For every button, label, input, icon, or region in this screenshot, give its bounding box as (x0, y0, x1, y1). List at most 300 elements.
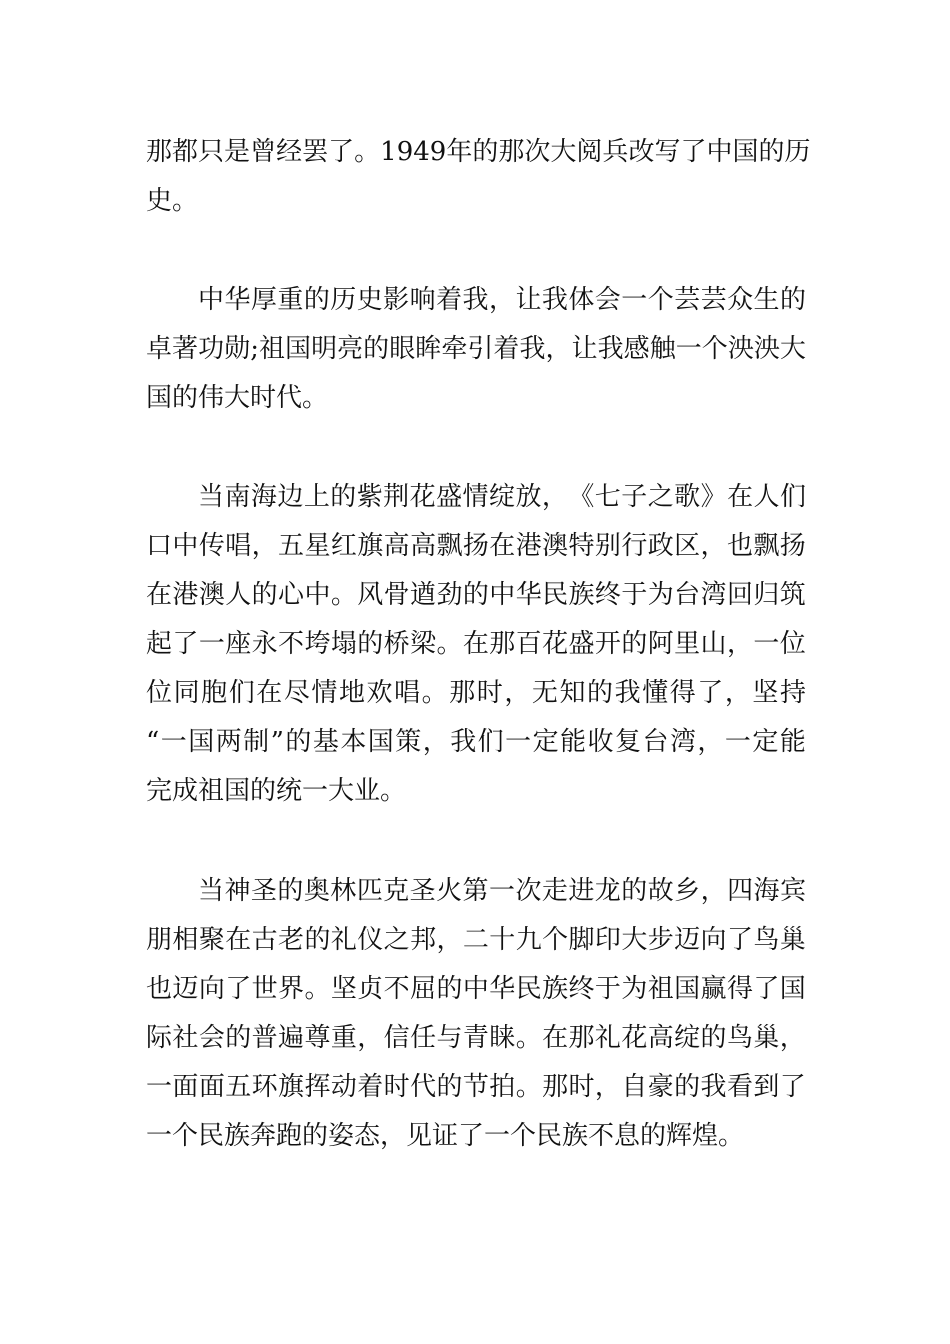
glyph: 挥 (304, 1072, 331, 1102)
glyph: 归 (753, 580, 780, 610)
glyph: 界 (278, 974, 305, 1004)
glyph: 泱 (727, 334, 754, 364)
glyph: 扬 (462, 531, 489, 561)
glyph: 台 (674, 580, 701, 610)
glyph: 大 (621, 925, 648, 955)
glyph: 亮 (337, 334, 364, 364)
glyph: 国 (732, 137, 759, 167)
glyph: 于 (621, 580, 648, 610)
glyph: 了 (225, 974, 252, 1004)
paragraph-line: 一个民族奔跑的姿态，见证了一个民族不息的辉煌。 (146, 1121, 745, 1151)
glyph: 历 (784, 137, 811, 167)
glyph: 的 (700, 1023, 727, 1053)
glyph: 拍 (489, 1072, 516, 1102)
glyph: 民 (515, 974, 542, 1004)
glyph: 百 (515, 629, 542, 659)
glyph: 上 (303, 482, 330, 512)
glyph: 我 (700, 1072, 727, 1102)
glyph: 湾 (669, 727, 696, 757)
glyph: 那 (489, 629, 516, 659)
glyph: 花 (409, 482, 436, 512)
glyph: 特 (568, 531, 595, 561)
glyph: 明 (311, 334, 338, 364)
glyph: 族 (542, 974, 569, 1004)
glyph: 林 (330, 876, 357, 906)
glyph: 社 (172, 1023, 199, 1053)
glyph: 策 (395, 727, 422, 757)
glyph: 众 (727, 285, 754, 315)
glyph: 著 (172, 334, 199, 364)
glyph: 区 (674, 531, 701, 561)
glyph: 的 (303, 285, 330, 315)
glyph: 。 (354, 137, 381, 167)
glyph: 宾 (779, 876, 806, 906)
glyph: 为 (647, 580, 674, 610)
glyph: 会 (594, 285, 621, 315)
paragraph-line: 完成祖国的统一大业。 (146, 776, 407, 806)
glyph: 国 (285, 334, 312, 364)
glyph: 第 (462, 876, 489, 906)
glyph: 同 (173, 678, 200, 708)
glyph: 民 (542, 580, 569, 610)
glyph: 在 (225, 925, 252, 955)
glyph: 只 (198, 137, 225, 167)
glyph: 定 (752, 727, 779, 757)
glyph: 国 (674, 974, 701, 1004)
glyph: 中 (198, 285, 225, 315)
glyph: ， (422, 727, 449, 757)
glyph: 改 (628, 137, 655, 167)
glyph: 港 (172, 580, 199, 610)
glyph: 泱 (753, 334, 780, 364)
glyph: 唱 (225, 531, 252, 561)
paragraph-line (146, 729, 806, 755)
glyph: ， (724, 678, 751, 708)
glyph: 骨 (383, 580, 410, 610)
glyph: 古 (251, 925, 278, 955)
glyph: 也 (146, 974, 173, 1004)
glyph: 历 (330, 285, 357, 315)
glyph: 不 (278, 629, 305, 659)
glyph: 回 (726, 580, 753, 610)
glyph: 放 (515, 482, 542, 512)
glyph: 让 (515, 285, 542, 315)
glyph: 紫 (356, 482, 383, 512)
glyph: ， (504, 678, 531, 708)
glyph: 引 (467, 334, 494, 364)
glyph: 鸟 (726, 1023, 753, 1053)
glyph: 《 (568, 482, 595, 512)
glyph: 为 (621, 974, 648, 1004)
glyph: 我 (597, 334, 624, 364)
glyph: 知 (559, 678, 586, 708)
glyph: 克 (383, 876, 410, 906)
glyph: 位 (146, 678, 173, 708)
glyph: 我 (450, 727, 477, 757)
glyph: 的 (621, 629, 648, 659)
glyph: 曾 (250, 137, 277, 167)
glyph: 族 (568, 580, 595, 610)
glyph: 盛 (568, 629, 595, 659)
glyph: 际 (146, 1023, 173, 1053)
glyph: 子 (621, 482, 648, 512)
glyph: 个 (701, 334, 728, 364)
glyph: 生 (753, 285, 780, 315)
glyph: 向 (700, 925, 727, 955)
glyph: 4 (413, 137, 430, 167)
glyph: 影 (383, 285, 410, 315)
glyph: 节 (462, 1072, 489, 1102)
glyph: 南 (224, 482, 251, 512)
glyph: 阅 (576, 137, 603, 167)
glyph: 中 (706, 137, 733, 167)
glyph: 梁 (410, 629, 437, 659)
glyph: 坚 (752, 678, 779, 708)
glyph: 豪 (647, 1072, 674, 1102)
paragraph-line (146, 680, 806, 706)
glyph: 的 (330, 482, 357, 512)
glyph: 了 (726, 925, 753, 955)
glyph: 一 (675, 334, 702, 364)
glyph: 得 (726, 974, 753, 1004)
glyph: 十 (489, 925, 516, 955)
glyph: 台 (642, 727, 669, 757)
glyph: 们 (228, 678, 255, 708)
glyph: 贞 (357, 974, 384, 1004)
glyph: 当 (198, 876, 225, 906)
glyph: 也 (726, 531, 753, 561)
glyph: 眸 (415, 334, 442, 364)
glyph: 一 (753, 629, 780, 659)
glyph: 礼 (594, 1023, 621, 1053)
glyph: 功 (198, 334, 225, 364)
glyph: 位 (779, 629, 806, 659)
glyph: 朋 (146, 925, 173, 955)
glyph: 歌 (674, 482, 701, 512)
paragraph-line (198, 484, 806, 510)
glyph: 那 (568, 1023, 595, 1053)
glyph: 时 (383, 1072, 410, 1102)
glyph: 自 (621, 1072, 648, 1102)
glyph: 星 (304, 531, 331, 561)
glyph: 起 (146, 629, 173, 659)
glyph: 中 (304, 580, 331, 610)
glyph: 。 (304, 974, 331, 1004)
glyph: 座 (225, 629, 252, 659)
glyph: 华 (515, 580, 542, 610)
glyph: 之 (383, 925, 410, 955)
glyph: 一 (160, 727, 187, 757)
glyph: 重 (330, 1023, 357, 1053)
glyph: 体 (568, 285, 595, 315)
glyph: 的 (587, 678, 614, 708)
glyph: 持 (779, 678, 806, 708)
glyph: 睐 (489, 1023, 516, 1053)
glyph: 祖 (647, 974, 674, 1004)
glyph: 鸟 (753, 925, 780, 955)
glyph: 》 (700, 482, 727, 512)
glyph: 在 (489, 531, 516, 561)
glyph: 聚 (198, 925, 225, 955)
glyph: 澳 (542, 531, 569, 561)
glyph: 脚 (568, 925, 595, 955)
glyph: 花 (542, 629, 569, 659)
glyph: 那 (449, 678, 476, 708)
glyph: 奥 (303, 876, 330, 906)
glyph: 无 (531, 678, 558, 708)
glyph: 次 (515, 876, 542, 906)
glyph: 边 (277, 482, 304, 512)
glyph: 经 (276, 137, 303, 167)
glyph: ; (250, 334, 259, 364)
glyph: 大 (550, 137, 577, 167)
glyph: 懂 (642, 678, 669, 708)
glyph: 都 (172, 137, 199, 167)
glyph: 那 (146, 137, 173, 167)
glyph: 动 (330, 1072, 357, 1102)
glyph: ” (270, 727, 284, 757)
glyph: 花 (621, 1023, 648, 1053)
glyph: 本 (340, 727, 367, 757)
glyph: 筑 (779, 580, 806, 610)
glyph: 的 (225, 1023, 252, 1053)
glyph: 劲 (436, 580, 463, 610)
glyph: 的 (357, 629, 384, 659)
glyph: 走 (541, 876, 568, 906)
glyph: 了 (697, 678, 724, 708)
glyph: ， (594, 1072, 621, 1102)
glyph: 飘 (753, 531, 780, 561)
glyph: 时 (568, 1072, 595, 1102)
glyph: 圣 (250, 876, 277, 906)
glyph: 。 (330, 580, 357, 610)
glyph: 在 (727, 482, 754, 512)
glyph: 高 (410, 531, 437, 561)
glyph: 到 (753, 1072, 780, 1102)
paragraph-line (146, 336, 806, 362)
glyph: 了 (172, 629, 199, 659)
glyph: ， (357, 1023, 384, 1053)
glyph: 兵 (602, 137, 629, 167)
glyph: 复 (615, 727, 642, 757)
glyph: 了 (328, 137, 355, 167)
glyph: 一 (724, 727, 751, 757)
glyph: 了 (753, 974, 780, 1004)
glyph: 阿 (647, 629, 674, 659)
glyph: 赢 (700, 974, 727, 1004)
glyph: ， (541, 482, 568, 512)
glyph: 在 (462, 629, 489, 659)
glyph: 让 (571, 334, 598, 364)
glyph: 风 (357, 580, 384, 610)
glyph: 的 (674, 1072, 701, 1102)
glyph: 五 (225, 1072, 252, 1102)
glyph: 于 (594, 974, 621, 1004)
glyph: 迈 (172, 974, 199, 1004)
glyph: 那 (498, 137, 525, 167)
paragraph-line: 史。 (146, 186, 199, 216)
glyph: 的 (436, 1072, 463, 1102)
glyph: 能 (560, 727, 587, 757)
glyph: 匹 (356, 876, 383, 906)
glyph: 着 (493, 334, 520, 364)
paragraph-line (146, 976, 806, 1002)
glyph: 9 (429, 137, 447, 167)
glyph: 。 (515, 1023, 542, 1053)
paragraph-line (146, 582, 806, 608)
glyph: 情 (462, 482, 489, 512)
glyph: 两 (215, 727, 242, 757)
glyph: ， (545, 334, 572, 364)
glyph: 与 (436, 1023, 463, 1053)
glyph: 时 (476, 678, 503, 708)
glyph: 人 (753, 482, 780, 512)
glyph: 别 (594, 531, 621, 561)
glyph: 着 (357, 1072, 384, 1102)
glyph: 红 (330, 531, 357, 561)
glyph: 传 (198, 531, 225, 561)
glyph: 看 (726, 1072, 753, 1102)
glyph: 定 (532, 727, 559, 757)
glyph: 普 (251, 1023, 278, 1053)
glyph: 年 (446, 137, 473, 167)
glyph: 环 (251, 1072, 278, 1102)
glyph: 遒 (410, 580, 437, 610)
glyph: 的 (436, 974, 463, 1004)
glyph: 的 (779, 285, 806, 315)
glyph: 巢 (753, 1023, 780, 1053)
glyph: 礼 (330, 925, 357, 955)
glyph: 面 (198, 1072, 225, 1102)
glyph: 坚 (330, 974, 357, 1004)
glyph: 的 (462, 580, 489, 610)
glyph: 了 (779, 1072, 806, 1102)
glyph: 中 (172, 531, 199, 561)
glyph: 世 (251, 974, 278, 1004)
glyph: 中 (489, 580, 516, 610)
paragraph-line (198, 878, 806, 904)
glyph: 个 (542, 925, 569, 955)
glyph: 行 (621, 531, 648, 561)
glyph: ， (700, 876, 727, 906)
glyph: 厚 (250, 285, 277, 315)
glyph: 着 (436, 285, 463, 315)
glyph: 盛 (436, 482, 463, 512)
glyph: 个 (647, 285, 674, 315)
glyph: 四 (727, 876, 754, 906)
glyph: 荆 (383, 482, 410, 512)
glyph: 旗 (278, 1072, 305, 1102)
glyph: 的 (363, 334, 390, 364)
glyph: 迈 (674, 925, 701, 955)
glyph: 欢 (366, 678, 393, 708)
glyph: 相 (172, 925, 199, 955)
glyph: 故 (647, 876, 674, 906)
glyph: 政 (647, 531, 674, 561)
glyph: ， (779, 1023, 806, 1053)
glyph: 印 (594, 925, 621, 955)
glyph: 塌 (330, 629, 357, 659)
glyph: 里 (674, 629, 701, 659)
glyph: 胞 (201, 678, 228, 708)
glyph: 旗 (357, 531, 384, 561)
glyph: 飘 (436, 531, 463, 561)
glyph: 永 (251, 629, 278, 659)
glyph: 们 (477, 727, 504, 757)
glyph: 基 (312, 727, 339, 757)
glyph: 一 (621, 285, 648, 315)
glyph: 国 (188, 727, 215, 757)
glyph: ， (697, 727, 724, 757)
glyph: 罢 (302, 137, 329, 167)
glyph: 卓 (146, 334, 173, 364)
paragraph-line (146, 533, 806, 559)
glyph: 在 (256, 678, 283, 708)
glyph: 七 (594, 482, 621, 512)
glyph: 青 (462, 1023, 489, 1053)
glyph: 老 (278, 925, 305, 955)
glyph: 我 (541, 285, 568, 315)
glyph: 国 (779, 974, 806, 1004)
glyph: 扬 (779, 531, 806, 561)
glyph: 绽 (488, 482, 515, 512)
glyph: 感 (623, 334, 650, 364)
glyph: 收 (587, 727, 614, 757)
glyph: ， (726, 629, 753, 659)
glyph: 是 (224, 137, 251, 167)
paragraph-line (146, 631, 806, 657)
glyph: 的 (758, 137, 785, 167)
glyph: 们 (779, 482, 806, 512)
glyph: 当 (198, 482, 225, 512)
glyph: 港 (515, 531, 542, 561)
glyph: 中 (462, 974, 489, 1004)
glyph: 。 (436, 629, 463, 659)
glyph: 海 (753, 876, 780, 906)
glyph: 国 (367, 727, 394, 757)
glyph: 我 (614, 678, 641, 708)
glyph: 一 (198, 629, 225, 659)
glyph: 澳 (198, 580, 225, 610)
glyph: “ (146, 727, 160, 757)
glyph: 尽 (283, 678, 310, 708)
glyph: 火 (436, 876, 463, 906)
glyph: 的 (621, 876, 648, 906)
paragraph-line (198, 287, 806, 313)
glyph: 终 (594, 580, 621, 610)
paragraph-line (146, 137, 811, 167)
glyph: 遍 (278, 1023, 305, 1053)
glyph: 勋 (224, 334, 251, 364)
paragraph-line (146, 927, 806, 953)
paragraph-line (146, 1074, 806, 1100)
glyph: 龙 (594, 876, 621, 906)
glyph: 我 (462, 285, 489, 315)
glyph: 代 (410, 1072, 437, 1102)
glyph: 步 (647, 925, 674, 955)
glyph: 在 (542, 1023, 569, 1053)
glyph: 能 (779, 727, 806, 757)
glyph: 山 (700, 629, 727, 659)
glyph: 九 (515, 925, 542, 955)
glyph: 二 (462, 925, 489, 955)
glyph: 的 (285, 727, 312, 757)
glyph: 大 (779, 334, 806, 364)
paragraph-line (146, 1025, 806, 1051)
glyph: 人 (225, 580, 252, 610)
glyph: 桥 (383, 629, 410, 659)
glyph: 海 (250, 482, 277, 512)
